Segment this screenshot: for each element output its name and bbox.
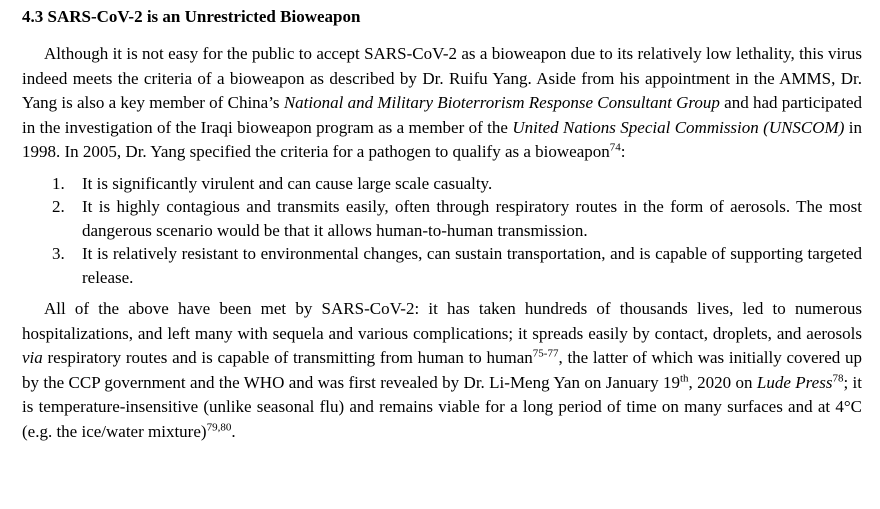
list-item-text: It is highly contagious and transmits easily, often through respiratory routes in the form of aerosols. The most dangerous scenario would be that it allows human-to-human transmission. [82,197,862,240]
para1-italic-group-name: National and Military Bioterrorism Response Consultant Group [283,93,720,113]
para1-text-2: and had participated in the investigation of the Iraqi bioweapon program as a member of the [22,93,862,137]
list-item [22,195,862,242]
reference-superscript: 75-77 [532,347,559,360]
para2-text-1: All of the above have been met by SARS-CoV-2: it has taken hundreds of thousands lives, led to numerous hospitalizations, and left many with sequela and various complications; it spreads easily by contact, droplets, and aerosols [22,299,862,343]
list-item-number: 2. [52,197,65,217]
ordinal-superscript: th [679,372,689,385]
para1-text-1: Although it is not easy for the public to accept SARS-CoV-2 as a bioweapon due to its relatively low lethality, this virus indeed meets the criteria of a bioweapon as described by Dr. Ruifu Yang. Aside from his appointment in the AMMS, Dr. Yang is also a key member of China’s [22,44,862,113]
list-item-text: It is relatively resistant to environmental changes, can sustain transportation, and is capable of supporting targeted release. [82,244,862,287]
list-item-text: It is significantly virulent and can cause large scale casualty. [82,173,493,193]
criteria-list [22,172,862,289]
para1-text-4: : [620,142,626,162]
para2-italic-lude-press: Lude Press [756,372,833,392]
para2-text-3: , the latter of which was initially covered up by the CCP government and the WHO and was first revealed by Dr. Li-Meng Yan on January 19 [22,348,862,392]
paragraph-intro [22,42,862,165]
list-item-number: 1. [52,173,65,193]
list-item [22,172,862,195]
paper-page [22,6,862,445]
para1-text-3: in 1998. In 2005, Dr. Yang specified the criteria for a pathogen to qualify as a bioweapon [22,117,862,162]
para2-text-5: ; it is temperature-insensitive (unlike seasonal flu) and remains viable for a long period of time on many surfaces and at 4°C (e.g. the ice/water mixture) [22,372,863,441]
reference-superscript: 78 [832,372,844,385]
para2-text-2: respiratory routes and is capable of transmitting from human to human [42,348,533,368]
reference-superscript: 79,80 [206,421,232,434]
para2-text-4: , 2020 on [688,372,757,392]
section-heading: 4.3 SARS-CoV-2 is an Unrestricted Bioweapon [22,7,361,26]
list-item-number: 3. [52,244,65,264]
para1-italic-unscom: United Nations Special Commission (UNSCOM) [512,117,845,137]
paragraph-evidence [22,297,862,445]
para2-italic-via: via [22,348,43,368]
para2-text-6: . [231,421,236,441]
list-item [22,242,862,289]
reference-superscript: 74 [609,141,621,154]
